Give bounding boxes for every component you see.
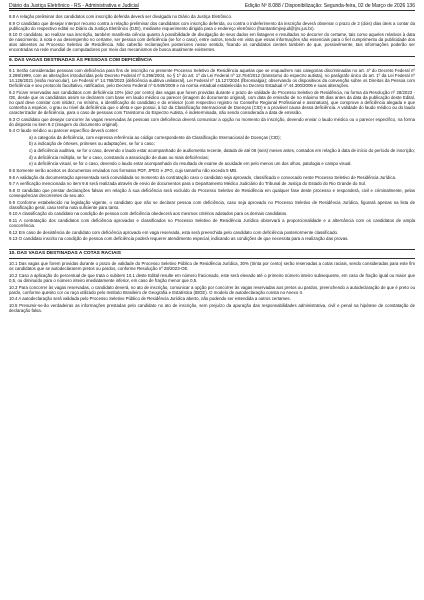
paragraph-9-13: 9.13 O candidato inscrito na condição de pessoa com deficiência poderá requerer atendimento especial, indicando as condições de que necessita para a realização das provas. [9, 236, 349, 242]
paragraph-10-5: 10.5 Presumir-se-ão verdadeiras as informações prestadas pelo candidato no ato de inscrição, sem prejuízo da apuração das responsabilidades administrativa, civil e penal na hipótese de constatação de declaração falsa. [9, 303, 415, 314]
paragraph-9-1: 9.1 Serão consideradas pessoas com deficiência para fins de inscrição no presente Processo Seletivo de Residência aquelas que se enquadrem nas categorias discriminadas no art. 4º do Decreto Federal nº 3.298/1999, com as alterações introduzidas pelo Decreto Federal nº 5.296/2004, no § 1º do art. 1º da Lei Federal nº 12.764/2012 (transtorno do espectro autista), no parágrafo único do art. 1º da Lei Federal nº 14.126/2021 (visão monocular), Lei Federal nº 14.768/2023 (deficiência auditiva unilateral), Lei Federal nº 15.127/2024 (fibromialgia); observando os dispositivos da convenção sobre os Direitos da Pessoa com Deficiência e seu protocolo facultativo, ratificados, pelo Decreto Federal nº 6.949/2009 e na norma estadual estabelecida no Decreto Estadual nº 44.300/2006 e suas alterações. [9, 67, 415, 89]
paragraph-9-10: 9.10 A classificação do candidato na condição de pessoa com deficiência obedecerá aos mesmos critérios adotados para os demais candidatos. [9, 211, 288, 217]
paragraph-9-12: 9.12 Em caso de desistência de candidato com deficiência aprovado em vaga reservada, esta será preenchida pelo candidato com deficiência posteriormente classificado. [9, 229, 339, 235]
paragraph-10-1: 10.1 Das vagas que forem providas durante o prazo de validade do Processo Seletivo Público de Residência Jurídica, 30% (trinta por cento) serão reservadas a cotas raciais, sendo consideradas para este fim os candidatos que se autodeclararem pretos ou pardos, conforme Resolução nº 28/2023-OE. [9, 261, 415, 272]
paragraph-9-11: 9.11 A contratação dos candidatos com deficiência aprovados e classificados no Processo Seletivo de Residência Jurídica observará a proporcionalidade e a alternância com os candidatos de ampla concorrência. [9, 217, 415, 229]
section-gap [9, 243, 415, 246]
section-10-title: 10. DAS VAGAS DESTINADAS A COTAS RACIAIS [9, 249, 415, 259]
paragraph-9-2: 9.2 Ficam reservadas aos candidatos com deficiência 10% (dez por cento) das vagas que forem providas durante o prazo de validade do Processo Seletivo de Residência, na forma da Resolução nº 28/2023 - OE, desde que os candidatos assim se declarem com base em laudo médico ou parecer (imagem do documento original), com data de emissão de no máximo 90 dias antes da data da publicação deste Edital, no qual deve constar com nitidez, no mínimo, a identificação do candidato e do emissor (com respectivo registro no Conselho Regional Profissional e assinatura), que comprove a deficiência alegada e que contenha a espécie, o grau ou nível da deficiência que o afeta e que possui, à luz da Classificação Internacional de Doenças (CID) e a provável causa dessa deficiência. A validade do laudo médico ou do laudo caracterizador de deficiência, para o caso de pessoas com Transtorno do Espectro Autista, é indeterminada, não sendo considerada a data de emissão. [9, 89, 415, 115]
header-left [9, 3, 139, 9]
paragraph-9-8: 9.8 O candidato que prestar declarações falsas em relação à sua deficiência será excluído do Processo Seletivo de Residência em qualquer fase deste processo e responderá, civil e criminalmente, pelas consequências decorrentes do seu ato. [9, 187, 415, 198]
subitem-a: a) a categoria da deficiência, com expressa referência ao código correspondente da Classificação Internacional de Doenças (CID); [29, 134, 281, 140]
paragraph-9-5: 9.5 Somente serão aceitos os documentos enviados nos formatos PDF, JPEG e JPG, cujo tamanho não exceda 5 MB. [9, 168, 238, 174]
subitem-c: c) a deficiência auditiva, se for o caso, devendo o laudo estar acompanhado de audiometria recente, datada de até 06 (seis) meses antes, contados em relação à data de início do período de inscrição; [29, 148, 415, 154]
paragraph-9-6: 9.6 A validação da documentação apresentada será convalidada no momento da contratação caso o candidato seja aprovado, classificado e convocado neste Processo Seletivo de Residência Jurídica. [9, 174, 397, 180]
subitem-b: b) a indicação de órteses, próteses ou adaptações, se for o caso; [29, 141, 155, 147]
paragraph-9-7: 9.7 A verificação mencionada no item 9.6 será realizada através de envio de documentos para o Departamento Médico Judiciário do Tribunal de Justiça do Estado do Rio Grande do Sul. [9, 181, 367, 187]
subitem-e: e) a deficiência visual, se for o caso, devendo o laudo estar acompanhado do resultado de exame de acuidade em pelo menos um dos olhos, patologia e campo visual. [29, 161, 352, 167]
subitem-d: d) a deficiência múltipla, se for o caso, constando a associação de duas ou mais deficiências; [29, 154, 209, 160]
paragraph-8-10: 8.10 O candidato, ao realizar sua inscrição, também manifesta ciência quanto à possibilidade de divulgação de seus dados em listagens e resultados no decorrer do certame, tais como aqueles relativos à data de nascimento, à nota e ao desempenho no certame, ser pessoa com deficiência (se for o caso), entre outros, tendo em vista que essas informações são essenciais para o fiel cumprimento da publicidade dos atos atinentes ao Processo Seletivo de Residência. Não caberão reclamações posteriores nesse sentido, ficando os candidatos cientes também de que, possivelmente, tais informações poderão ser encontradas na rede mundial de computadores por meio dos mecanismos de busca atualmente existentes. [9, 32, 415, 53]
paragraph-10-2: 10.2 Caso a aplicação do percentual de que trata o subitem 10.1 deste Edital resulte em número fracionado, este será elevado até o primeiro número inteiro subsequente, em caso de fração igual ou maior que 0,5, ou diminuído para o número inteiro imediatamente inferior, em caso de fração menor que 0,5. [9, 273, 415, 284]
paragraph-9-9: 9.9 Conforme estabelecido na legislação vigente, o candidato que não se declarar pessoa com deficiência, caso seja aprovado no Processo Seletivo de Residência Jurídica, figurará apenas na lista de classificação geral, caso tenha nota suficiente para tanto. [9, 199, 415, 210]
top-paragraphs [9, 14, 415, 53]
paragraph-8-9: 8.9 O candidato que desejar interpor recurso contra a relação preliminar dos candidatos com inscrição deferida, ou contra o indeferimento da inscrição deverá observar o prazo de 2 (dois) dias úteis a contar da publicação do respectivo edital no Diário da Justiça Eletrônico (DJE), mediante requerimento dirigido para o endereço eletrônico (fnantantimjnvjud@tjrs.jus.br). [9, 20, 415, 31]
paragraph-8-8: 8.8 A relação preliminar dos candidatos com inscrição deferida deverá ser divulgada no Diário da Justiça Eletrônico. [9, 14, 233, 19]
section-9-title: 9. DAS VAGAS DESTINADAS ÀS PESSOAS COM DEFICIÊNCIA [9, 56, 415, 66]
paragraph-9-3: 9.3 O candidato que desejar concorrer às vagas reservadas às pessoas com deficiência deverá comunicar a opção no momento da inscrição, devendo enviar o laudo médico ou o parecer específico, na forma do disposto no item 9.2 (imagem do documento original). [9, 116, 415, 127]
paragraph-10-4: 10.4 A autodeclaração será validada pelo Processo Seletivo Público de Residência Jurídica aberto, não podendo ser estendida a outros certames. [9, 296, 291, 302]
paragraph-10-3: 10.3 Para concorrer às vagas reservadas, o candidato deverá, no ato de inscrição, comunicar a opção por concorrer às vagas reservadas aos pretos ou pardos, preenchendo a autodeclaração de que é preto ou pardo, conforme quesito cor ou raça utilizado pelo Instituto Brasileiro de Geografia e Estatística (IBGE). O modelo de autodeclaração consta no Anexo II. [9, 284, 415, 295]
page-header [9, 3, 415, 11]
paragraph-9-4: 9.4 O laudo médico ou parecer específico deverá conter: [9, 128, 119, 134]
journal-title: Diário da Justiça Eletrônico - RS - Administrativa e Judicial [9, 3, 139, 9]
header-right: Edição Nº 8.088 / Disponibilização: Segunda-feira, 02 de Março de 2026 136 [244, 3, 415, 9]
